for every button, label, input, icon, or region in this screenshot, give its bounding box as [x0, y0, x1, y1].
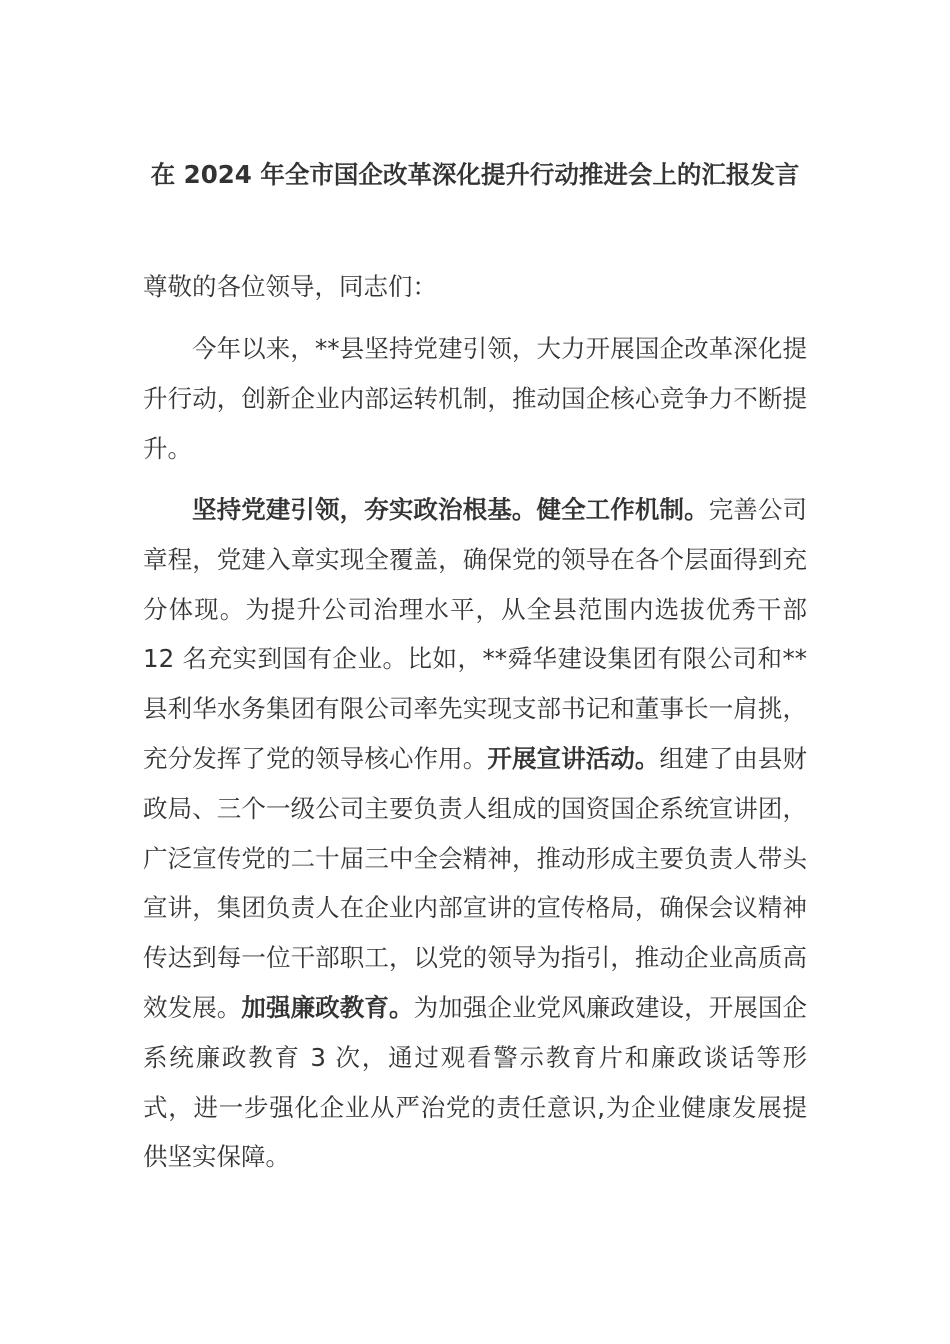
subsection-title-lectures: 开展宣讲活动。: [487, 743, 660, 773]
subsection-text-integrity: 为加强企业党风廉政建设，开展国企系统廉政教育 3 次，通过观看警示教育片和廉政谈话等形式，进一步强化企业从严治党的责任意识,为企业健康发展提供坚实保障。: [143, 992, 808, 1172]
party-building-paragraph: [143, 485, 807, 1182]
subsection-title-mechanism: 健全工作机制。: [536, 495, 709, 524]
intro-paragraph: 今年以来，**县坚持党建引领，大力开展国企改革深化提升行动，创新企业内部运转机制，推动国企核心竞争力不断提升。: [143, 334, 807, 463]
subsection-title-integrity: 加强廉政教育。: [241, 992, 414, 1022]
salutation: 尊敬的各位领导，同志们：: [143, 272, 437, 301]
subsection-text-lectures: 组建了由县财政局、三个一级公司主要负责人组成的国资国企系统宣讲团，广泛宣传党的二十届三中全会精神，推动形成主要负责人带头宣讲，集团负责人在企业内部宣讲的宣传格局，确保会议精神传达到每一位干部职工，以党的领导为指引，推动企业高质高效发展。: [143, 743, 808, 1022]
subsection-text-mechanism: 完善公司章程，党建入章实现全覆盖，确保党的领导在各个层面得到充分体现。为提升公司治理水平，从全县范围内选拔优秀干部 12 名充实到国有企业。比如，**舜华建设集团有限公司和**县利华水务集团有限公司率先实现支部书记和董事长一肩挑，充分发挥了党的领导核心作用。: [143, 495, 808, 773]
document-title: 在 2024 年全市国企改革深化提升行动推进会上的汇报发言: [150, 160, 800, 189]
section-heading: 坚持党建引领，夯实政治根基。: [192, 495, 537, 524]
